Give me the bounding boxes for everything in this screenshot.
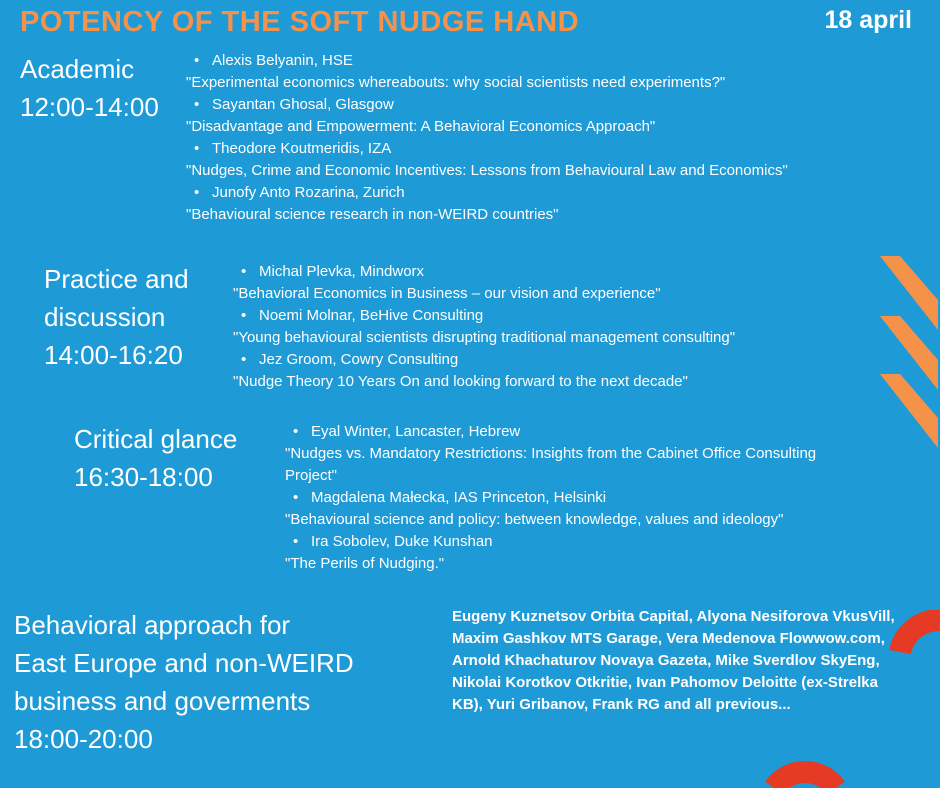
speaker-name: Alexis Belyanin, HSE xyxy=(212,52,353,69)
speaker-item xyxy=(285,421,885,443)
speaker-name: Junofy Anto Rozarina, Zurich xyxy=(212,184,405,201)
bullet-icon: • xyxy=(293,533,299,550)
session-name: business and goverments xyxy=(14,686,311,716)
session-academic-heading xyxy=(20,50,159,126)
speaker-item xyxy=(186,94,921,116)
speaker-item xyxy=(285,487,885,509)
talk-title: "Experimental economics whereabouts: why social scientists need experiments?" xyxy=(186,74,726,91)
event-date: 18 april xyxy=(824,6,912,34)
speaker-name: Noemi Molnar, BeHive Consulting xyxy=(259,307,484,324)
bullet-icon: • xyxy=(194,96,200,113)
bullet-icon: • xyxy=(241,351,247,368)
bullet-icon: • xyxy=(241,307,247,324)
talk-title: "Behavioral Economics in Business – our vision and experience" xyxy=(233,285,661,302)
session-academic-talks xyxy=(186,50,921,226)
session-critical-heading xyxy=(74,420,237,496)
speaker-item xyxy=(186,50,921,72)
decorative-arc-icon xyxy=(760,738,850,788)
speaker-name: Jez Groom, Cowry Consulting xyxy=(259,351,459,368)
session-time: 18:00-20:00 xyxy=(14,724,153,754)
session-name: Behavioral approach for xyxy=(14,610,291,640)
talk-title: "Disadvantage and Empowerment: A Behavioral Economics Approach" xyxy=(186,118,656,135)
bullet-icon: • xyxy=(194,184,200,201)
talk-title: "Nudge Theory 10 Years On and looking forward to the next decade" xyxy=(233,373,688,390)
session-name: discussion xyxy=(44,302,166,332)
speaker-name: Michal Plevka, Mindworx xyxy=(259,263,425,280)
session-time: 14:00-16:20 xyxy=(44,340,183,370)
bullet-icon: • xyxy=(241,263,247,280)
talk-title: "The Perils of Nudging." xyxy=(285,555,445,572)
talk-title: "Nudges, Crime and Economic Incentives: Lessons from Behavioural Law and Economics" xyxy=(186,162,788,179)
speaker-item xyxy=(233,349,873,371)
speaker-name: Sayantan Ghosal, Glasgow xyxy=(212,96,394,113)
talk-title: "Nudges vs. Mandatory Restrictions: Insights from the Cabinet Office Consulting Project" xyxy=(285,445,817,484)
participants-list: Eugeny Kuznetsov Orbita Capital, Alyona Nesiforova VkusVill, Maxim Gashkov MTS Garage, Vera Medenova Flowwow.com, Arnold Khachaturov Novaya Gazeta, Mike Sverdlov SkyEng, Nikolai Korotkov Otkritie, Ivan Pahomov Deloitte (ex-Strelka KB), Yuri Gribanov, Frank RG and all previous... xyxy=(452,608,895,713)
speaker-item xyxy=(186,182,921,204)
session-name: Critical glance xyxy=(74,424,238,454)
session-name: Academic xyxy=(20,54,135,84)
speaker-item xyxy=(186,138,921,160)
speaker-name: Theodore Koutmeridis, IZA xyxy=(212,140,392,157)
speaker-name: Eyal Winter, Lancaster, Hebrew xyxy=(311,423,521,440)
page-title: POTENCY OF THE SOFT NUDGE HAND xyxy=(20,6,580,38)
talk-title: "Behavioural science and policy: between knowledge, values and ideology" xyxy=(285,511,784,528)
speaker-name: Magdalena Małecka, IAS Princeton, Helsinki xyxy=(311,489,607,506)
bullet-icon: • xyxy=(194,52,200,69)
session-practice-talks xyxy=(233,261,873,393)
session-behavioral-heading xyxy=(14,606,354,758)
session-name: East Europe and non-WEIRD xyxy=(14,648,354,678)
session-time: 12:00-14:00 xyxy=(20,92,159,122)
bullet-icon: • xyxy=(293,423,299,440)
decorative-ring-icon xyxy=(880,610,940,690)
bullet-icon: • xyxy=(293,489,299,506)
speaker-name: Ira Sobolev, Duke Kunshan xyxy=(311,533,493,550)
talk-title: "Young behavioural scientists disrupting traditional management consulting" xyxy=(233,329,736,346)
session-name: Practice and xyxy=(44,264,189,294)
session-time: 16:30-18:00 xyxy=(74,462,213,492)
talk-title: "Behavioural science research in non-WEIRD countries" xyxy=(186,206,559,223)
speaker-item xyxy=(285,531,885,553)
speaker-item xyxy=(233,261,873,283)
session-practice-heading xyxy=(44,260,189,374)
speaker-item xyxy=(233,305,873,327)
bullet-icon: • xyxy=(194,140,200,157)
session-critical-talks xyxy=(285,421,885,575)
decorative-stripes-icon xyxy=(878,252,940,452)
